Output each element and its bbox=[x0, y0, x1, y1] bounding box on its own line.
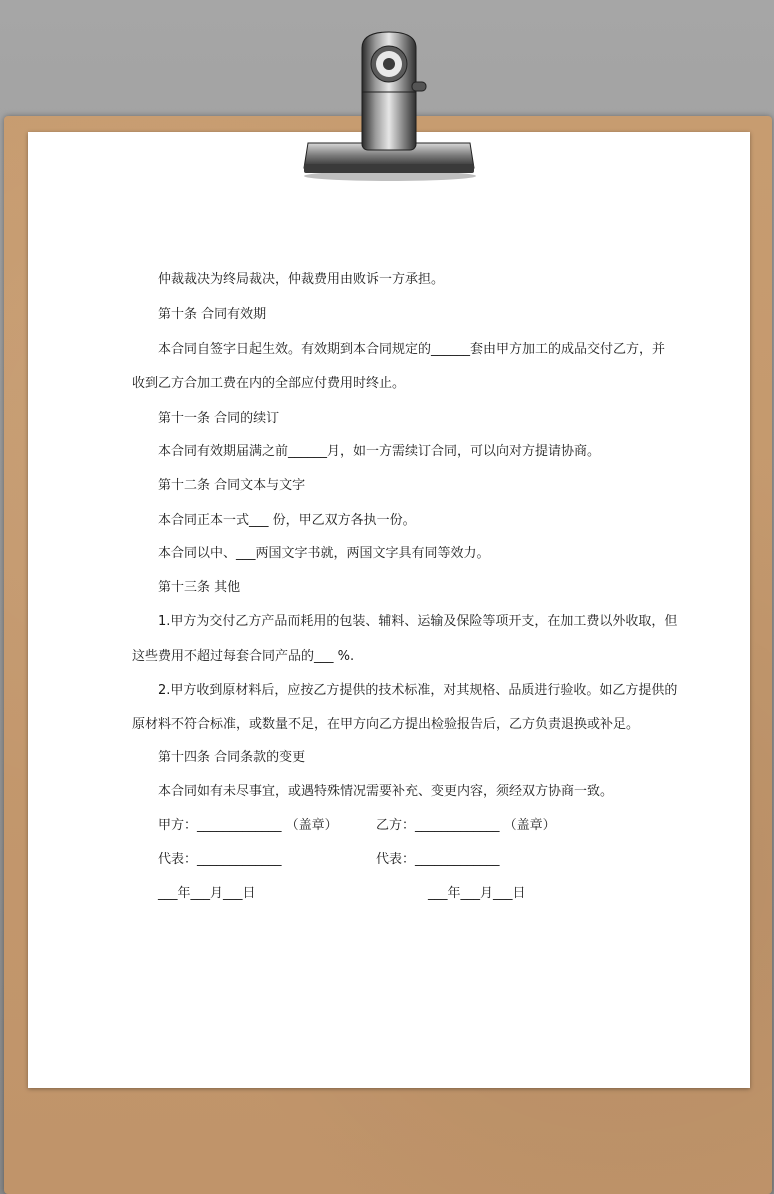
text-line: 2.甲方收到原材料后，应按乙方提供的技术标准，对其规格、品质进行验收。如乙方提供的 bbox=[158, 683, 678, 698]
section-heading: 第十四条 合同条款的变更 bbox=[158, 750, 306, 765]
text-line: 原材料不符合标准，或数量不足，在甲方向乙方提出检验报告后，乙方负责退换或补足。 bbox=[132, 717, 640, 732]
text-line: 本合同自签字日起生效。有效期到本合同规定的______套由甲方加工的成品交付乙方，并 bbox=[158, 342, 666, 357]
party-b-representative: 代表：_____________ bbox=[376, 852, 500, 867]
section-heading: 第十三条 其他 bbox=[158, 580, 241, 595]
party-a-signature: 甲方：_____________ （盖章） bbox=[158, 818, 338, 833]
section-heading: 第十条 合同有效期 bbox=[158, 307, 267, 322]
section-heading: 第十一条 合同的续订 bbox=[158, 411, 280, 426]
party-a-representative: 代表：_____________ bbox=[158, 852, 282, 867]
text-line: 本合同正本一式___ 份，甲乙双方各执一份。 bbox=[158, 513, 416, 528]
party-a-date: ___年___月___日 bbox=[158, 886, 256, 901]
text-line: 本合同以中、___两国文字书就，两国文字具有同等效力。 bbox=[158, 546, 490, 561]
text-line: 收到乙方合加工费在内的全部应付费用时终止。 bbox=[132, 376, 406, 391]
text-line: 1.甲方为交付乙方产品而耗用的包装、辅料、运输及保险等项开支，在加工费以外收取，但 bbox=[158, 614, 678, 629]
text-line: 本合同如有未尽事宜，或遇特殊情况需要补充、变更内容，须经双方协商一致。 bbox=[158, 784, 614, 799]
party-b-date: ___年___月___日 bbox=[428, 886, 526, 901]
text-line: 仲裁裁决为终局裁决，仲裁费用由败诉一方承担。 bbox=[158, 272, 445, 287]
party-b-signature: 乙方：_____________ （盖章） bbox=[376, 818, 556, 833]
text-line: 本合同有效期届满之前______月，如一方需续订合同，可以向对方提请协商。 bbox=[158, 444, 601, 459]
section-heading: 第十二条 合同文本与文字 bbox=[158, 478, 306, 493]
text-line: 这些费用不超过每套合同产品的___ %. bbox=[132, 649, 355, 664]
